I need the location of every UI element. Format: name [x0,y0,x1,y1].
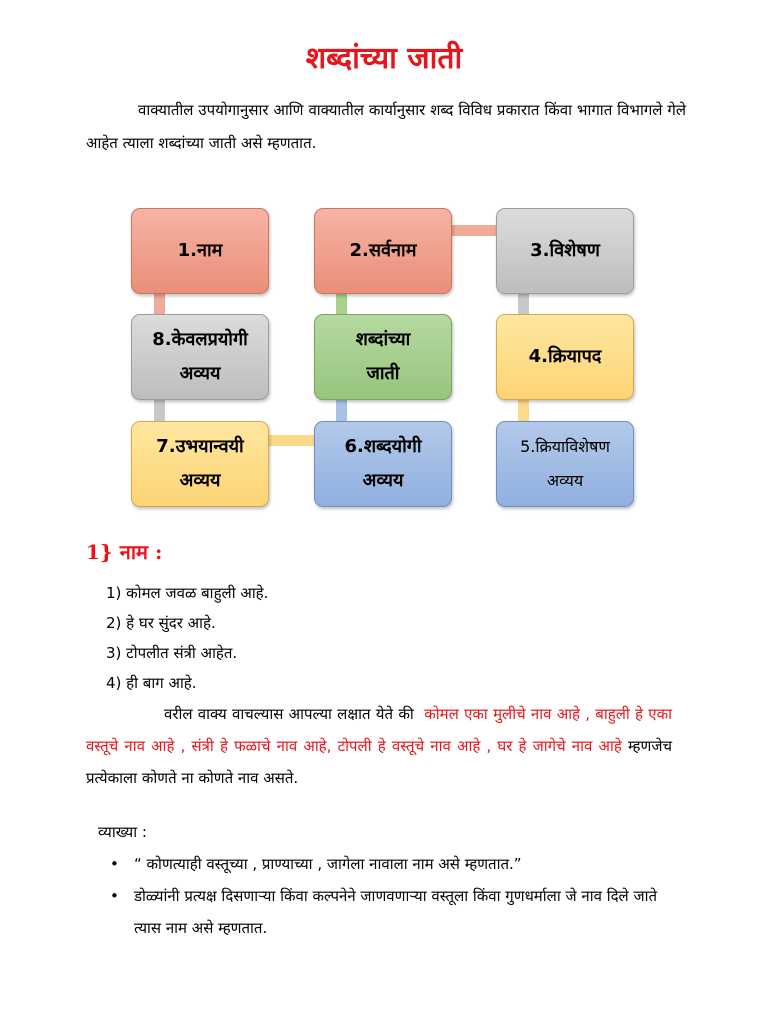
box-kevalprayogi: 8.केवलप्रयोगी अव्यय [131,314,269,400]
list-item: • “ कोणत्याही वस्तूच्या , प्राण्याच्या , जागेला नावाला नाम असे म्हणतात.” [110,848,670,880]
box-ubhayanvayi: 7.उभयान्वयी अव्यय [131,421,269,507]
paragraph-text-end: म्हणजेच प्रत्येकाला कोणते ना कोणते नाव असते. [86,737,672,787]
definition-list [110,848,670,944]
box-sarvanaam: 2.सर्वनाम [314,208,452,294]
list-item: 1) कोमल जवळ बाहुली आहे. [106,584,269,602]
example-list [106,578,268,698]
intro-paragraph [86,94,686,160]
box-kriyapad: 4.क्रियापद [496,314,634,400]
connector-sarvanaam-visheshan [451,225,498,236]
list-item: 3) टोपलीत संत्री आहेत. [106,644,238,662]
box-kriyavisheshan: 5.क्रियाविशेषण अव्यय [496,421,634,507]
connector-kevalprayogi-ubhayanvayi [154,399,165,422]
connector-ubhayanvayi-shabdayogi [268,435,315,446]
box-shabdayogi: 6.शब्दयोगी अव्यय [314,421,452,507]
page-title: शब्दांच्या जाती [305,41,463,76]
explanation-paragraph [86,698,672,794]
list-item: 4) ही बाग आहे. [106,674,197,692]
connector-shabdayogi-center [336,399,347,422]
connector-naam-kevalprayogi [154,293,165,316]
list-item: 2) हे घर सुंदर आहे. [106,614,216,632]
box-naam: 1.नाम [131,208,269,294]
section-heading-naam: 1} नाम : [86,540,163,564]
paragraph-text: वरील वाक्य वाचल्यास आपल्या लक्षात येते की [164,705,414,723]
intro-text: वाक्यातील उपयोगानुसार आणि वाक्यातील कार्यानुसार शब्द विविध प्रकारात किंवा भागात विभागले गेले आहेत त्याला शब्दांच्या जाती असे म्हणतात. [86,101,686,152]
box-center-shabdanchya-jati: शब्दांच्या जाती [314,314,452,400]
definition-heading: व्याख्या : [98,823,147,841]
paragraph-highlight: कोमल एका मुलीचे नाव आहे , बाहुली हे एका वस्तूचे नाव आहे , संत्री हे फळाचे नाव आहे, टोपली हे वस्तूचे नाव आहे , घर हे जागेचे नाव आहे [86,705,672,755]
list-item: • डोळ्यांनी प्रत्यक्ष दिसणाऱ्या किंवा कल्पनेने जाणवणाऱ्या वस्तूला किंवा गुणधर्माला जे नाव दिले जाते त्यास नाम असे म्हणतात. [110,880,670,944]
connector-visheshan-kriyapad [518,293,529,316]
connector-center-sarvanaam [336,293,347,316]
connector-kriyapad-kriyavisheshan [518,399,529,422]
box-visheshan: 3.विशेषण [496,208,634,294]
